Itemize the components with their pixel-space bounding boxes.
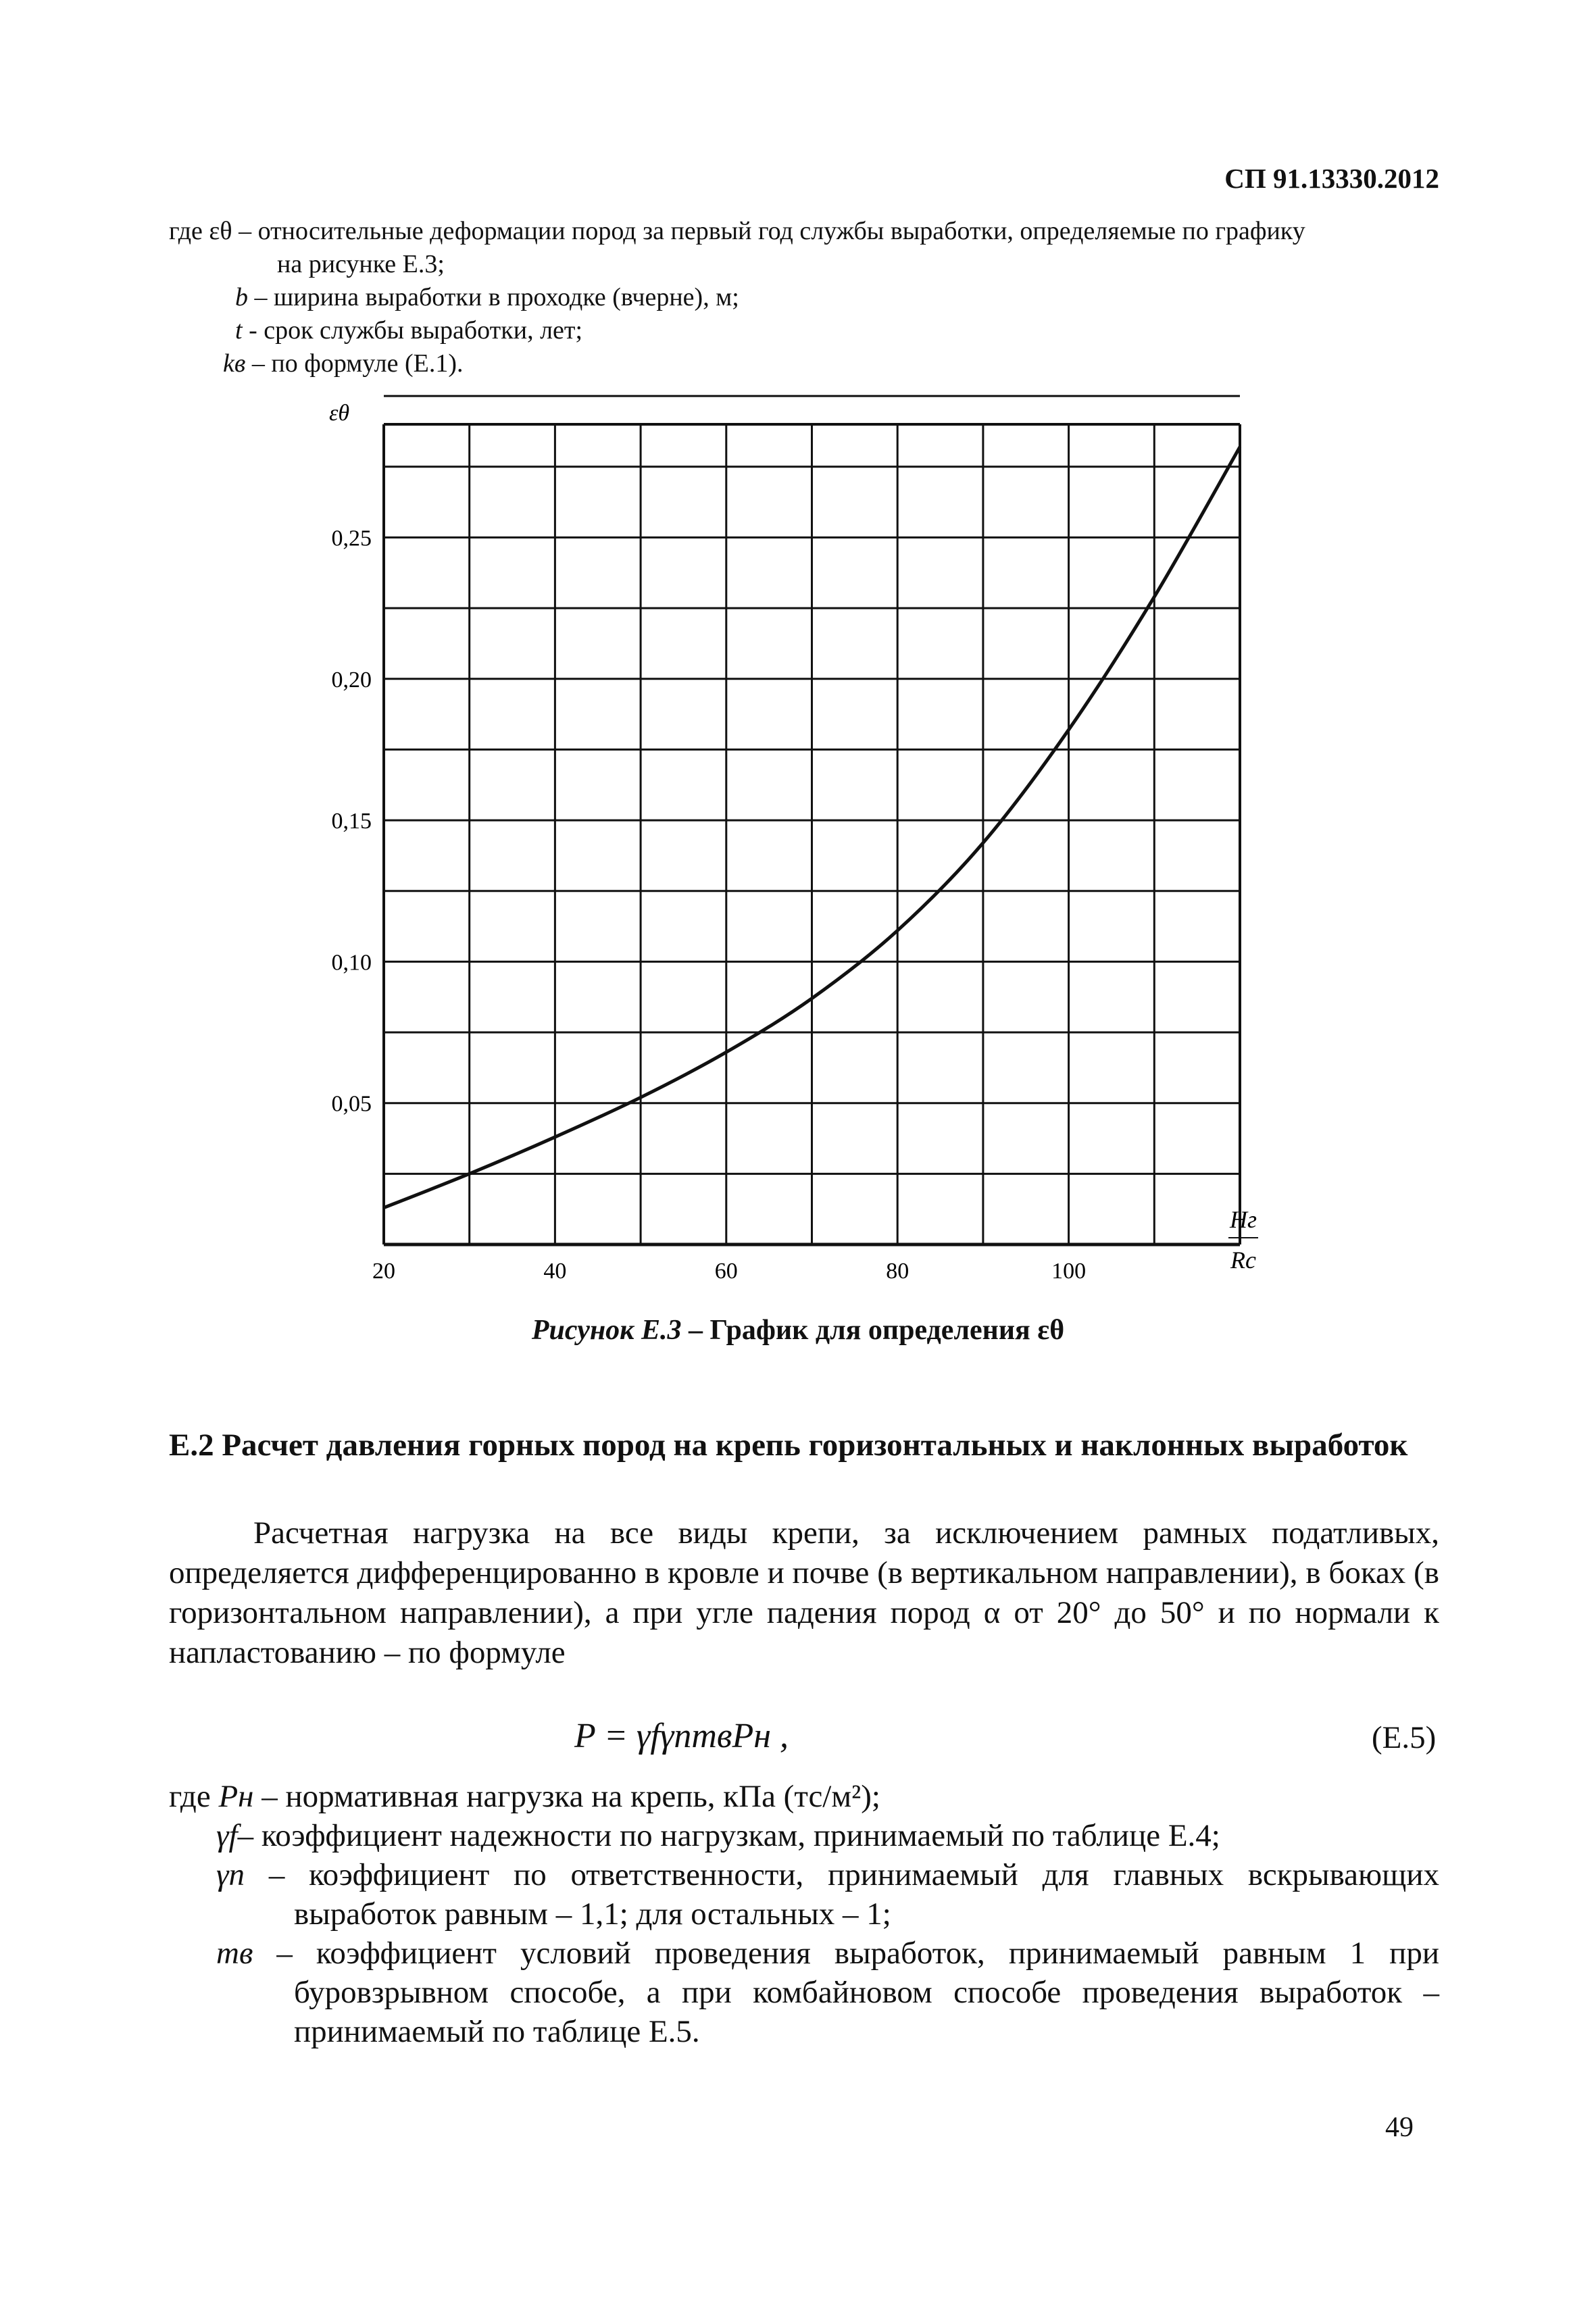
definition-kv [223,347,463,380]
definition-mv-cont2: принимаемый по таблице Е.5. [294,2014,700,2049]
definition-dash: – [245,1857,309,1892]
y-tick-label: 0,20 [331,667,372,693]
formula: P = γfγnmвPн , [574,1717,789,1755]
definition-symbol: γn [216,1857,245,1892]
definition-symbol: b [235,283,248,311]
definition-symbol: kв [223,349,246,378]
definition-symbol: εθ [209,217,232,245]
definitions-bottom [169,1777,1439,2061]
x-tick-label: 60 [714,1259,738,1284]
definition-text: коэффициент надежности по нагрузкам, принимаемый по таблице Е.4; [261,1818,1220,1853]
section-title: Е.2 Расчет давления горных пород на крепь горизонтальных и наклонных выработок [169,1428,1408,1463]
caption-label: Рисунок Е.3 [531,1315,682,1346]
x-tick-label: 40 [543,1259,567,1284]
epsilon-chart [284,392,1324,1311]
caption-dash: – [681,1315,710,1346]
definition-dash: - [242,316,264,345]
definition-text: срок службы выработки, лет; [264,316,583,345]
where-word: где [169,217,209,245]
definition-dash: – [237,1818,261,1853]
definition-t [235,314,582,347]
definition-gn-cont: выработок равным – 1,1; для остальных – 1; [294,1896,891,1932]
definition-dash: – [253,1779,286,1814]
where-word: где [169,1779,219,1814]
definition-dash: – [253,1936,316,1971]
definition-symbol: t [235,316,243,345]
definition-gn [216,1855,1439,1894]
definition-text: по формуле (Е.1). [271,349,464,378]
x-tick-label: 80 [886,1259,909,1284]
chart-grid [384,396,1258,1244]
figure-caption [0,1314,1596,1347]
definition-mv [216,1934,1439,1973]
definition-pn [169,1777,880,1816]
y-tick-label: 0,05 [331,1091,372,1117]
section-paragraph: Расчетная нагрузка на все виды крепи, за исключением рамных податливых, определяется дифференцированно в кровле и почве (в вертикальном направлении), в боках (в горизонтальном направлении), а при угле падения пород α от 20° до 50° и по нормали к напластованию – по формуле [169,1515,1439,1670]
definition-symbol: γf [216,1818,238,1853]
page-number: 49 [1385,2112,1414,2143]
definition-eps-cont: на рисунке Е.3; [277,250,445,278]
definition-b [235,281,739,314]
x-tick-label: 20 [372,1259,395,1284]
definition-dash: – [248,283,274,311]
formula-number: (Е.5) [1372,1720,1437,1755]
x-axis-label-numerator: Hг [1229,1206,1257,1233]
definition-text: относительные деформации пород за первый год службы выработки, определяемые по графику [257,217,1305,245]
y-tick-labels [332,526,372,1116]
definition-gf [216,1816,1220,1855]
x-axis-label-denominator: Rс [1230,1247,1256,1274]
definition-text: ширина выработки в проходке (вчерне), м; [274,283,739,311]
caption-text: График для определения εθ [709,1315,1065,1346]
definition-text: коэффициент по ответственности, принимаемый для главных вскрывающих [309,1857,1439,1892]
definition-text: нормативная нагрузка на крепь, кПа (тс/м²); [285,1779,880,1814]
definition-mv-cont: буровзрывном способе, а при комбайновом способе проведения выработок – [294,1975,1439,2010]
definition-eps [169,215,1305,248]
definitions-top [169,215,1439,391]
definition-dash: – [245,349,272,378]
definition-text: коэффициент условий проведения выработок, принимаемый равным 1 при [316,1936,1439,1971]
definition-symbol: Pн [218,1779,254,1814]
y-tick-label: 0,25 [331,526,372,551]
y-tick-label: 0,15 [331,809,372,834]
definition-symbol: mв [216,1936,253,1971]
x-tick-labels [372,1259,1086,1284]
document-code: СП 91.13330.2012 [1224,163,1439,194]
y-axis-label: εθ [328,401,350,426]
y-tick-label: 0,10 [331,950,372,976]
definition-dash: – [232,217,258,245]
x-tick-label: 100 [1051,1259,1087,1284]
